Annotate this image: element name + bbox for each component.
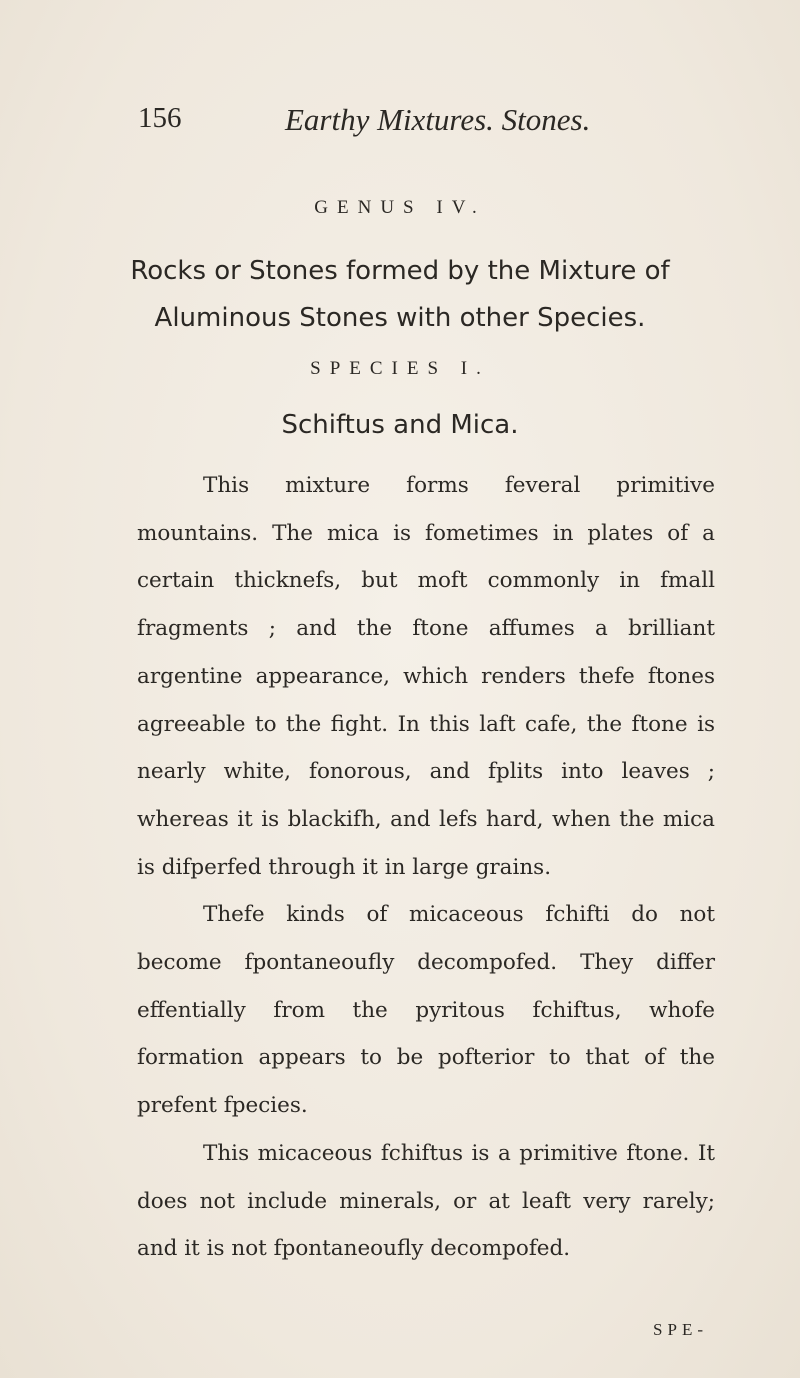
paragraph: This mixture forms feveral primitive mountains. The mica is fometimes in plates of a certain thicknefs, but moft commonly in fmall fragments ; and the ftone affumes a brilliant argentine appearance, which renders thefe ftones agreeable to the fight. In this laft cafe, the ftone is nearly white, fonorous, and fplits into leaves ; whereas it is blackifh, and lefs hard, when the mica is difperfed through it in large grains. [137, 473, 715, 880]
species-heading: SPECIES I. [310, 358, 490, 379]
body-text [137, 462, 715, 1273]
paragraph: This micaceous fchiftus is a primitive ftone. It does not include minerals, or at leaft very rarely; and it is not fpontaneoufly decompofed. [137, 1140, 715, 1262]
genus-title-line: Aluminous Stones with other Species. [154, 303, 646, 333]
genus-title-line: Rocks or Stones formed by the Mixture of [130, 256, 670, 286]
page-header [0, 102, 800, 142]
genus-title [0, 248, 800, 342]
running-head: Earthy Mixtures. Stones. [285, 102, 591, 137]
catchword: SPE- [653, 1320, 708, 1339]
paragraph: Thefe kinds of micaceous fchifti do not become fpontaneoufly decompofed. They differ effentially from the pyritous fchiftus, whofe formation appears to be pofterior to that of the prefent fpecies. [137, 902, 715, 1119]
species-name: Schiftus and Mica. [281, 410, 519, 440]
genus-heading: GENUS IV. [314, 197, 486, 218]
page-number: 156 [138, 102, 182, 134]
